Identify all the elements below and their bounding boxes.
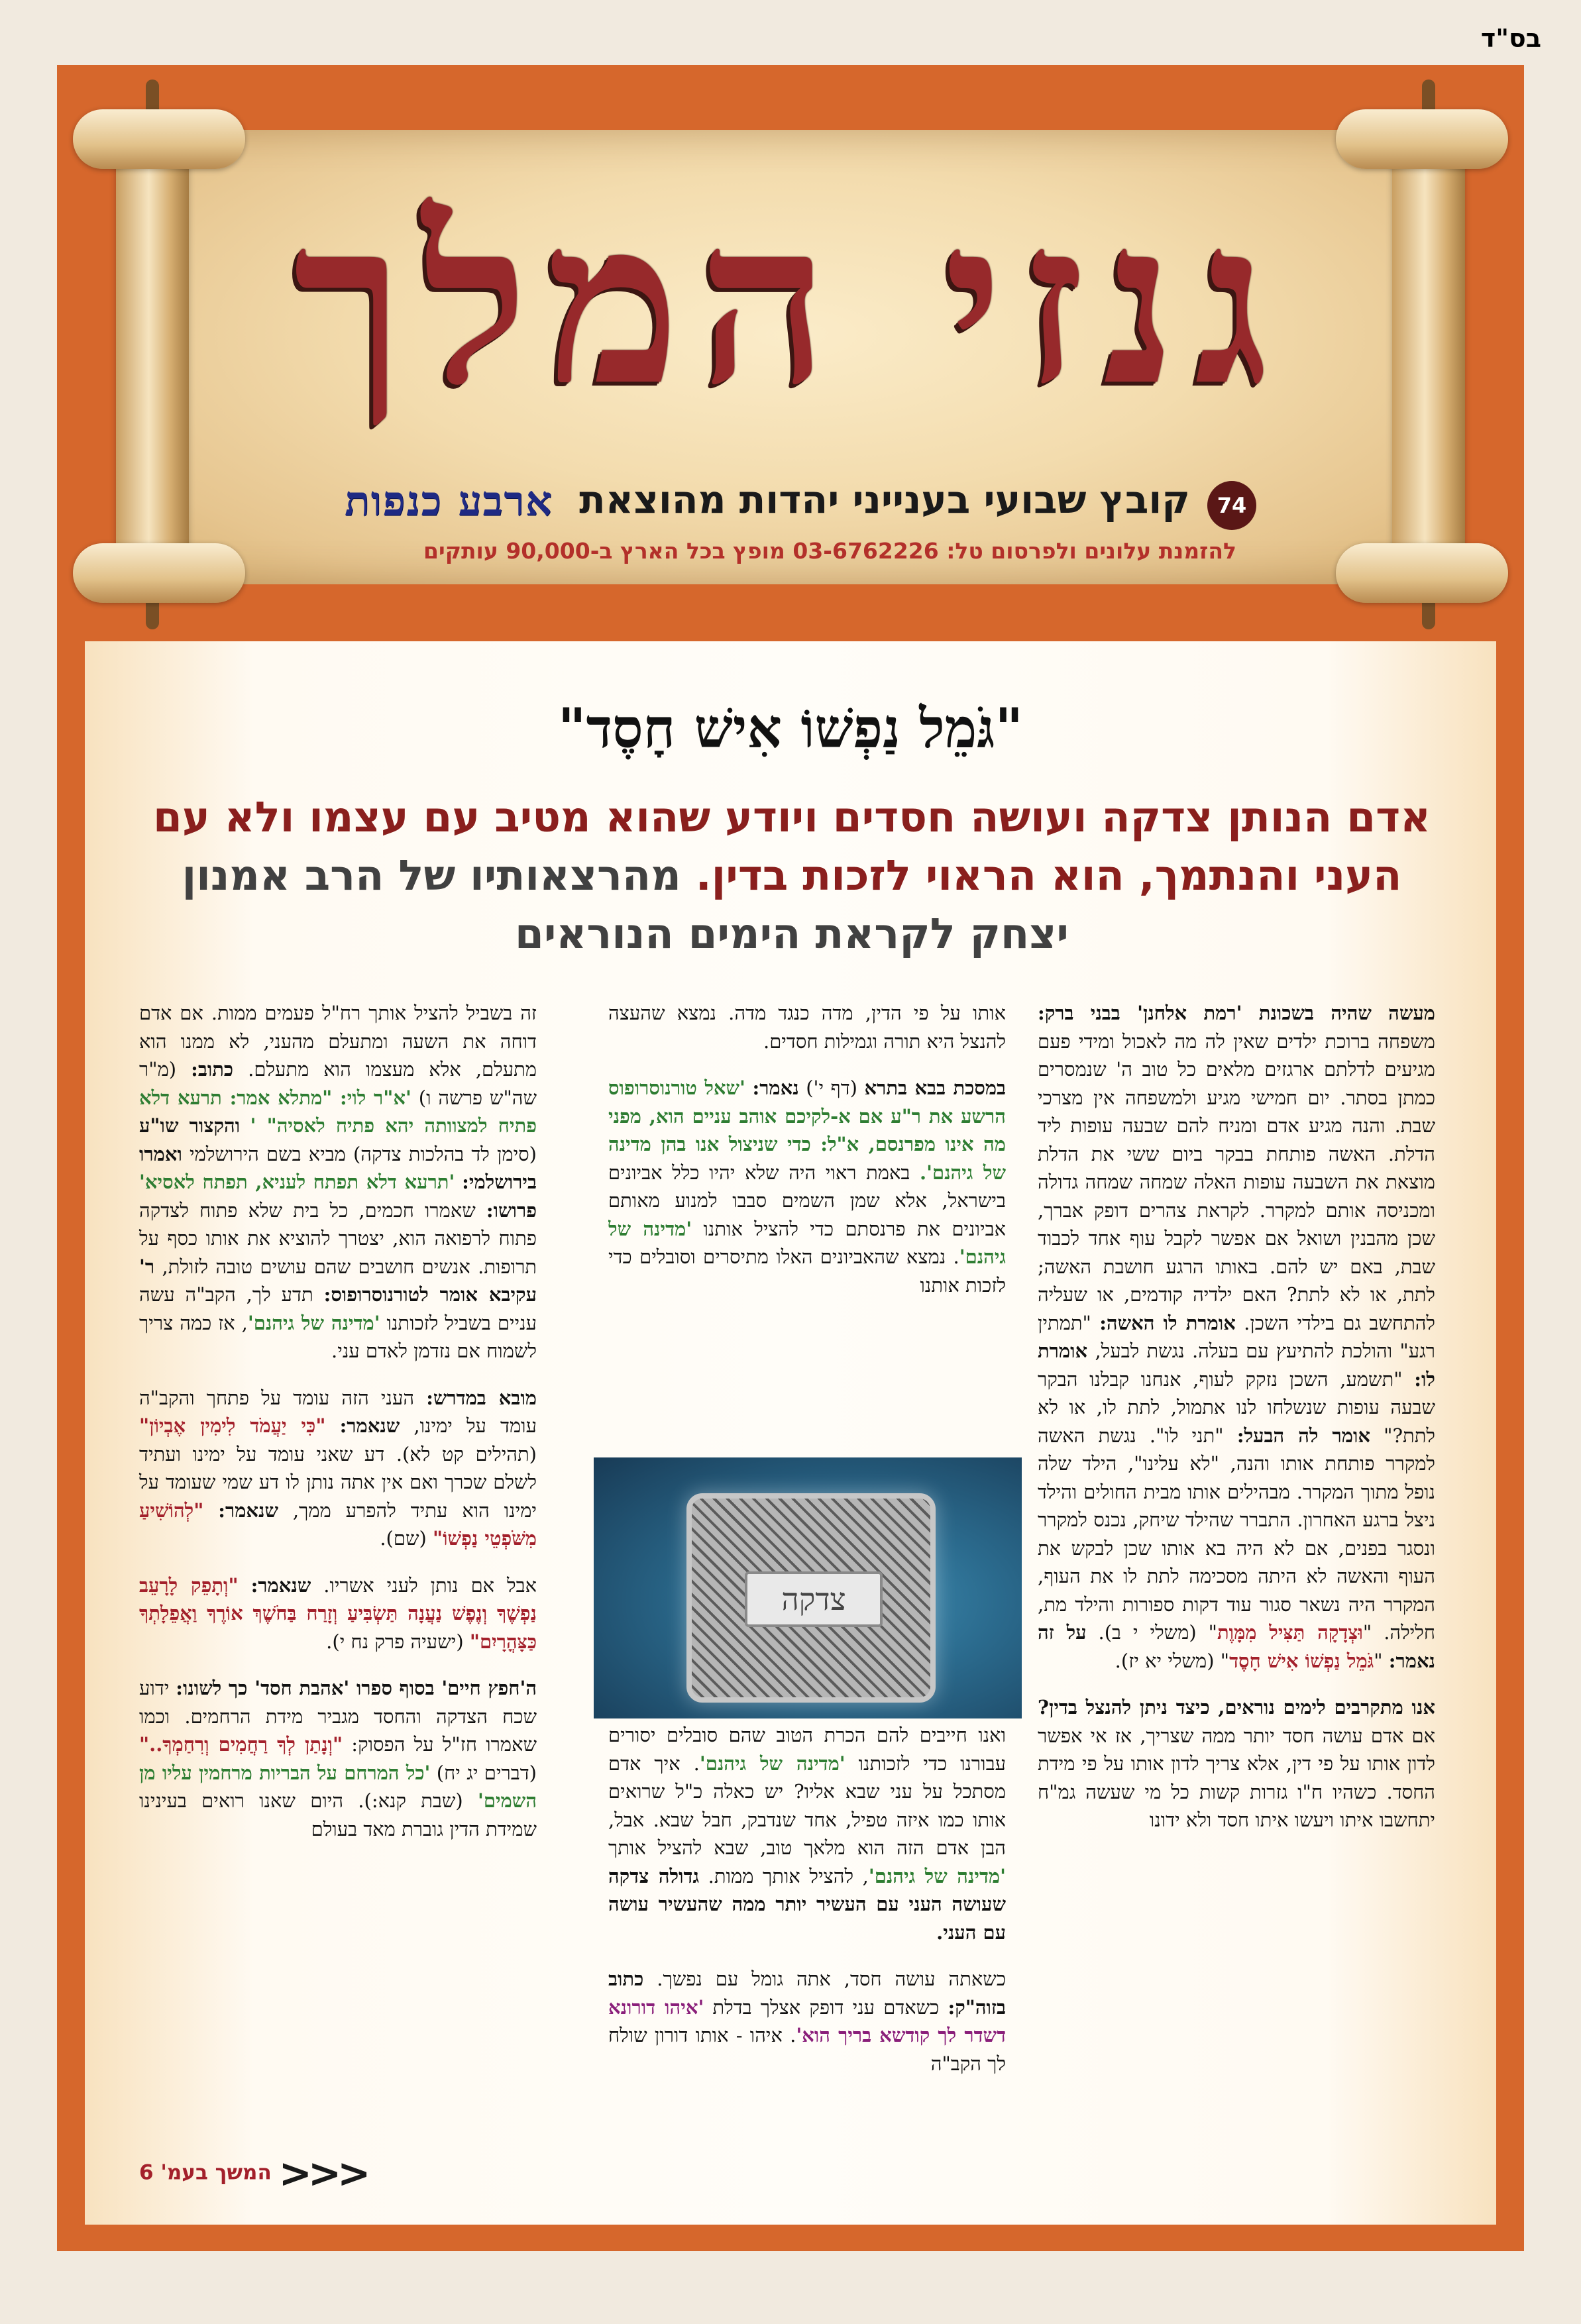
article-column-middle-bottom (608, 1721, 1006, 2096)
article-column-middle-top (608, 999, 1006, 1430)
paragraph: כשאתה עושה חסד, אתה גומל עם נפשך. כתוב בזוה"ק: כשאדם עני דופק אצלך בדלת 'איהו דורונא דשדר לך קודשא בריך הוא'. איהו - אותו דורון שולח לך הקב"ה (608, 1968, 1007, 2075)
paragraph: אבל אם נותן לעני אשריו. שנאמר: "וְתָפֵק לָרָעֵב נַפְשֶׁךָ וְנֶפֶשׁ נַעֲנָה תַּשְׂבִּיעַ וְזָרַח בַּחֹשֶׁךְ אוֹרֶךָ וַאֲפֵלָתְךָ כַּצָּהֳרָיִם" (ישעיה פרק נח י). (139, 1573, 537, 1653)
scroll-roll-end-icon (1336, 109, 1508, 169)
charity-box-icon (686, 1493, 936, 1703)
scroll-roll-end-icon (73, 543, 245, 603)
tzedakah-box-image (594, 1457, 1022, 1718)
bsd-mark: בס"ד (1480, 24, 1541, 53)
article-headline (152, 788, 1431, 963)
article-column-right (1038, 999, 1435, 1853)
publisher-logo: ארבע כנפות (345, 477, 553, 525)
article-quote-title: "גֹּמֵל נַפְשׁוֹ אִישׁ חָסֶד" (557, 697, 1024, 761)
scroll-header (0, 0, 1581, 641)
masthead-title: גנזי המלך (293, 171, 1288, 435)
paragraph: ה'חפץ חיים' בסוף ספרו 'אהבת חסד' כך לשונו: ידוע שכח הצדקה והחסד מגביר מידת הרחמים. וכמו שאמרו חז"ל על הפסוק: "וְנָתַן לְךָ רַחֲמִים וְרִחַמְךָ.." (דברים יג יח) 'כל המרחם על הבריות מרחמין עליו מן השמים' (שבת קנא:). היום שאנו רואים בעינינו שמידת הדין גוברת מאד בעולם (139, 1677, 537, 1840)
charity-box-label: צדקה (745, 1571, 883, 1627)
paragraph: מובא במדרש: העני הזה עומד על פתחך והקב"ה עומד על ימינו, שנאמר: "כִּי יַעֲמֹד לִימִין אֶבְיוֹן" (תהילים קט לא). דע שאני עומד על ימינו ועתיד לשלם שכרך ואם אין אתה נותן לו דע שמי שעומד על ימינו הוא עתיד להפרע ממך, שנאמר: "לְהוֹשִׁיעַ מִשֹּׁפְטֵי נַפְשׁוֹ" (שם). (139, 1386, 537, 1550)
paragraph: אנו מתקרבים לימים נוראים, כיצד ניתן להנצל בדין? אם אדם עושה חסד יותר ממה שצריך, אז אי אפשר לדון אותו על פי דין, אלא צריך לדון אותו על פי מידת החסד. כשהיו ח"ו גזרות קשות כל מי שעשה גמ"ח יתחשבו איתו ויעשו איתו חסד ולא ידונו (1038, 1696, 1435, 1831)
continued-note (139, 2150, 386, 2197)
article-column-left (139, 999, 537, 1862)
paragraph: זה בשביל להציל אותך רח"ל פעמים ממות. אם אדם דוחה את השעה ומתעלם מהעני, לא ממנו הוא מתעלם, אלא מעצמו הוא מתעלם. כתוב: (מ"ר שה"ש פרשה ו) 'א"ר לוי: "מתלא אמר: תרעא דלא פתיח למצוותה יהא פתיח לאסיה" ' והקצור שו"ע (סימן לד בהלכות צדקה) מביא בשם הירושלמי ואמרו בירושלמי: 'תרעא דלא תפתח לעניא, תפתח לאסיא' פרושו: שאמרו חכמים, כל בית שלא פתוח לצדקה פתוח לרפואה הוא, יצטרך להוציא את אותו כסף על תרופות. אנשים חושבים שהם עושים טובה לזולת, ר' עקיבא אומר לטורנוסרופוס: תדע לך, הקב"ה עשה עניים בשביל לזכותנו 'מדינה של גיהנם', אז כמה צריך לשמוח אם נזדמן לאדם עני. (139, 1002, 537, 1362)
continued-text: המשך בעמ' 6 (139, 2160, 272, 2185)
contact-line: להזמנת עלונים ולפרסום טל: 03-6762226 מופץ בכל הארץ ב-90,000 עותקים (423, 538, 1236, 564)
arrows-icon: <<< (278, 2150, 367, 2197)
paragraph: ואנו חייבים להם הכרת הטוב שהם סובלים יסורים עבורנו כדי לזכותנו 'מדינה של גיהנם'. איך אדם מסתכל על עני שבא אליו? יש כאלה כ"ל שרואים אותו כמו איזה טפיל, אחד שנדבק, חבל שבא. אבל, הבן אדם הזה הוא מלאך טוב, שבא להציל אותך 'מדינה של גיהנם', להציל אותך ממות. גדולה צדקה שעושה העני עם העשיר יותר ממה שהעשיר עושה עם העני. (608, 1724, 1006, 1944)
headline-red: אדם הנותן צדקה ועושה חסדים ויודע שהוא מטיב עם עצמו ולא עם העני והנתמך, הוא הראוי לזכות בדין. (152, 793, 1431, 900)
paragraph: אותו על פי הדין, מדה כנגד מדה. נמצא שהעצה להנצל היא תורה וגמילות חסדים. (608, 1002, 1006, 1053)
headline-grey: מהרצאותיו של הרב אמנון יצחק לקראת הימים הנוראים (182, 851, 1069, 958)
issue-number-badge: 74 (1207, 481, 1256, 530)
subtitle: קובץ שבועי בענייני יהדות מהוצאת (579, 477, 1190, 522)
subtitle-row (0, 477, 1581, 537)
paragraph: במסכת בבא בתרא (דף י') נאמר: 'שאל טורנוסרופוס הרשע את ר"ע אם א-לקיכם אוהב עניים הוא, מפני מה אינו מפרנסם, א"ל: כדי שניצול אנו בהן מדינה של גיהנם'. באמת ראוי היה שלא יהיו כלל אביונים בישראל, אלא שמן השמים סבבו למנוע מאותם אביונים את פרנסתם כדי להציל אותנו 'מדינה של גיהנם'. נמצא שהאביונים האלו מתיסרים וסובלים כדי לזכות אותנו (608, 1077, 1006, 1296)
scroll-roll-end-icon (73, 109, 245, 169)
paragraph: מעשה שהיה בשכונת 'רמת אלחנן' בבני ברק: משפחה ברוכת ילדים שאין לה מה לאכול ומידי פעם מגיעים לדלתם ארגזים מלאים כל טוב ה' שנמסרים כמתן בסתר. יום חמישי מגיע ולמשפחה אין מצרכי שבת. והנה מגיע אדם ומניח להם שבעה עופות ליד הדלת. האשה פותחת בבקר ביום ששי את הדלת מוצאת את השבעה עופות האלה שמחה שמחה גדולה ומכניסה אותם למקרר. לקראת צהרים דופק אברך, שכן מהבנין ושואל אם אפשר לקבל עוף אחד לכבוד שבת, באם יש להם. באותו הרגע חושבת האשה; לתת, או לא לתת? האם ילדיה קודמים, או שעליה להתחשב גם בילדי השכן. אומרת לו האשה: "תמתין רגע" והולכת להתיעץ עם בעלה. נגשת לבעל, אומרת לו: "תשמע, השכן נזקק לעוף, אנחנו קבלנו הבקר שבעה עופות שנשלחו לנו אתמול, לתת לו, או לא לתת?" אומר לה הבעל: "תני לו". נגשת האשה למקרר פותחת אותו והנה, "לא עלינו", הילד שלה נופל מתוך המקרר. מבהילים אותו מבית החולים והילד ניצל ברגע האחרון. התברר שהילד שיחק, נכנס למקרר ונסגר בפנים, אם לא היה בא אותו שכן לבקש את העוף והאשה לא היתה מסכימה לתת לו את העוף, המקרר היה נשאר סגור עוד דקות ספורות והילד מת, חלילה. "וּצְדָקָה תַּצִּיל מִמָּוֶת" (משלי י ב). על זה נאמר: "גֹּמֵל נַפְשׁוֹ אִישׁ חָסֶד" (משלי יא יז). (1038, 1002, 1435, 1672)
scroll-roll-end-icon (1336, 543, 1508, 603)
